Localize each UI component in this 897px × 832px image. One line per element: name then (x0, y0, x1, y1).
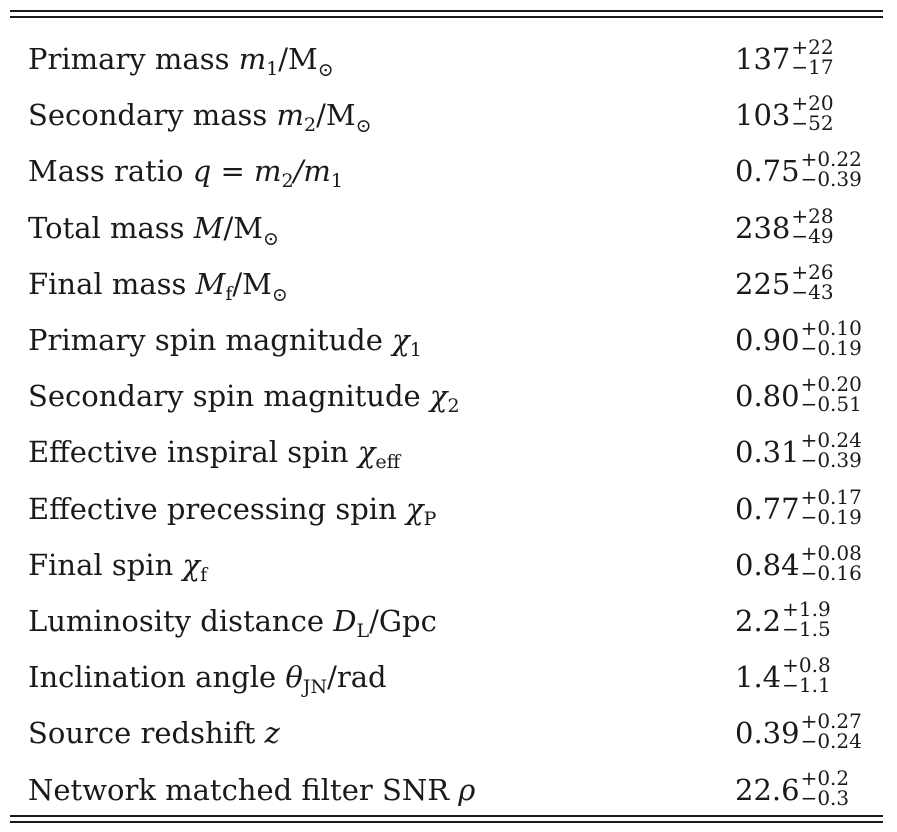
uncertainty (782, 649, 831, 698)
upper-uncertainty: +0.8 (782, 653, 831, 678)
uncertainty (800, 143, 862, 192)
table-row (0, 256, 897, 312)
parameter-value (735, 312, 862, 368)
uncertainty (791, 31, 833, 77)
lower-uncertainty: −0.16 (800, 560, 862, 585)
uncertainty (800, 424, 862, 473)
parameter-symbol: q = m (192, 154, 282, 189)
lower-uncertainty: −0.39 (800, 167, 862, 192)
parameter-unit: /M (316, 98, 356, 133)
upper-uncertainty: +0.24 (800, 428, 862, 453)
parameter-label: Luminosity distance (28, 604, 334, 638)
table-row (0, 649, 897, 705)
top-rule-inner (10, 16, 883, 18)
parameter-name (28, 762, 475, 818)
solar-mass-symbol: ⊙ (317, 59, 334, 81)
parameter-label: Secondary spin magnitude (28, 379, 430, 414)
lower-uncertainty: −17 (791, 55, 834, 79)
median-value: 0.31 (735, 435, 800, 470)
median-value: 137 (735, 42, 791, 76)
solar-mass-symbol: ⊙ (262, 227, 279, 250)
lower-uncertainty: −0.24 (800, 729, 862, 754)
parameter-symbol: m (276, 98, 304, 133)
lower-uncertainty: −0.39 (800, 448, 862, 473)
lower-uncertainty: −0.19 (800, 336, 862, 360)
parameter-label: Inclination angle (28, 660, 286, 695)
parameter-label: Effective precessing spin (28, 491, 406, 526)
parameter-subscript: 1 (409, 339, 422, 361)
table-row (0, 200, 897, 256)
upper-uncertainty: +26 (791, 259, 834, 284)
uncertainty (801, 762, 850, 808)
median-value: 0.39 (735, 716, 800, 751)
parameter-subscript: 1 (266, 58, 279, 80)
parameter-symbol: χ (392, 323, 410, 357)
parameter-subscript: JN (302, 676, 328, 699)
table-row (0, 143, 897, 199)
parameter-label: Primary spin magnitude (28, 323, 393, 357)
upper-uncertainty: +0.20 (800, 372, 862, 397)
uncertainty (791, 200, 833, 246)
parameter-label: Final spin (28, 547, 183, 582)
parameter-label: Effective inspiral spin (28, 435, 358, 470)
uncertainty (801, 481, 862, 527)
bottom-rule-inner (10, 815, 883, 817)
parameter-symbol: m (238, 42, 267, 76)
lower-uncertainty: −43 (791, 279, 834, 304)
median-value: 0.77 (735, 491, 800, 526)
upper-uncertainty: +22 (791, 35, 834, 59)
table-row (0, 537, 897, 593)
upper-uncertainty: +0.27 (800, 709, 862, 734)
uncertainty (800, 368, 862, 417)
parameter-subscript: L (356, 620, 370, 642)
parameter-label: Secondary mass (28, 98, 277, 133)
lower-uncertainty: −0.19 (800, 504, 862, 529)
parameter-symbol: χ (429, 379, 448, 414)
parameter-label: Total mass (28, 210, 194, 245)
solar-mass-symbol: ⊙ (355, 115, 372, 138)
parameter-label: Source redshift (28, 716, 265, 751)
upper-uncertainty: +0.08 (800, 540, 862, 565)
parameter-value (735, 31, 834, 87)
uncertainty (782, 593, 831, 639)
upper-uncertainty: +1.9 (782, 597, 831, 621)
parameter-symbol: M (193, 210, 224, 245)
parameter-value (735, 424, 862, 480)
uncertainty (791, 256, 833, 302)
lower-uncertainty: −52 (791, 111, 834, 136)
parameter-symbol: D (333, 604, 357, 638)
upper-uncertainty: +0.17 (800, 484, 862, 509)
median-value: 0.84 (735, 547, 800, 582)
table-row (0, 87, 897, 143)
parameter-value (735, 537, 862, 593)
table-row (0, 762, 897, 818)
parameter-label: Final mass (28, 266, 196, 301)
uncertainty (801, 537, 862, 583)
lower-uncertainty: −1.1 (782, 673, 831, 698)
parameter-symbol: θ (285, 660, 303, 695)
table-row (0, 705, 897, 761)
parameter-symbol: z (264, 716, 280, 751)
lower-uncertainty: −0.3 (800, 785, 850, 810)
solar-mass-symbol: ⊙ (271, 283, 288, 306)
parameter-name (28, 705, 280, 761)
uncertainty (800, 705, 862, 754)
median-value: 1.4 (735, 660, 782, 695)
parameter-unit: /m (293, 154, 331, 189)
median-value: 0.75 (735, 154, 800, 189)
parameter-label: Network matched filter SNR (28, 772, 459, 807)
parameter-symbol: χ (357, 435, 376, 470)
parameter-subscript: f (225, 282, 233, 305)
median-value: 225 (735, 266, 791, 301)
parameter-value (735, 87, 834, 143)
median-value: 238 (735, 210, 791, 245)
parameter-label: Mass ratio (28, 154, 193, 189)
uncertainty (801, 312, 862, 358)
parameter-symbol: χ (405, 491, 424, 526)
parameter-unit: /rad (327, 660, 387, 695)
parameter-value (735, 593, 831, 649)
table-row (0, 481, 897, 537)
bottom-rule-outer (10, 821, 883, 823)
parameter-subscript: P (423, 507, 437, 530)
parameter-value (735, 705, 862, 761)
parameter-value (735, 256, 834, 312)
upper-uncertainty: +28 (791, 203, 834, 228)
table-row (0, 424, 897, 480)
parameter-value (735, 649, 831, 705)
parameter-unit: /M (232, 266, 272, 301)
median-value: 2.2 (735, 604, 782, 638)
parameter-symbol: χ (182, 547, 201, 582)
uncertainty (791, 87, 834, 136)
top-rule-outer (10, 10, 883, 12)
table-row (0, 312, 897, 368)
upper-uncertainty: +0.22 (800, 147, 862, 172)
upper-uncertainty: +20 (791, 91, 834, 116)
parameter-subscript: 2 (281, 170, 294, 193)
parameter-subscript-2: 1 (330, 170, 344, 193)
parameter-value (735, 368, 862, 424)
parameter-subscript: 2 (304, 114, 317, 137)
table-row (0, 368, 897, 424)
table-row (0, 31, 897, 87)
table-row (0, 593, 897, 649)
median-value: 22.6 (735, 772, 800, 807)
parameter-value (735, 143, 862, 199)
parameter-unit: /M (223, 210, 263, 245)
upper-uncertainty: +0.10 (800, 316, 862, 340)
parameter-unit: /M (278, 42, 318, 76)
parameter-value (735, 481, 862, 537)
median-value: 0.90 (735, 323, 800, 357)
lower-uncertainty: −1.5 (782, 617, 831, 641)
parameter-unit: /Gpc (369, 604, 437, 638)
parameter-symbol: ρ (458, 772, 476, 807)
parameter-value (735, 762, 849, 818)
lower-uncertainty: −0.51 (800, 392, 862, 417)
median-value: 103 (735, 98, 791, 133)
parameter-value (735, 200, 834, 256)
upper-uncertainty: +0.2 (800, 765, 850, 790)
median-value: 0.80 (735, 379, 800, 414)
parameter-subscript: 2 (447, 395, 460, 418)
parameter-subscript: f (200, 563, 208, 586)
parameter-symbol: M (195, 266, 226, 301)
parameter-subscript: eff (375, 451, 401, 474)
lower-uncertainty: −49 (791, 223, 834, 248)
parameter-label: Primary mass (28, 42, 239, 76)
